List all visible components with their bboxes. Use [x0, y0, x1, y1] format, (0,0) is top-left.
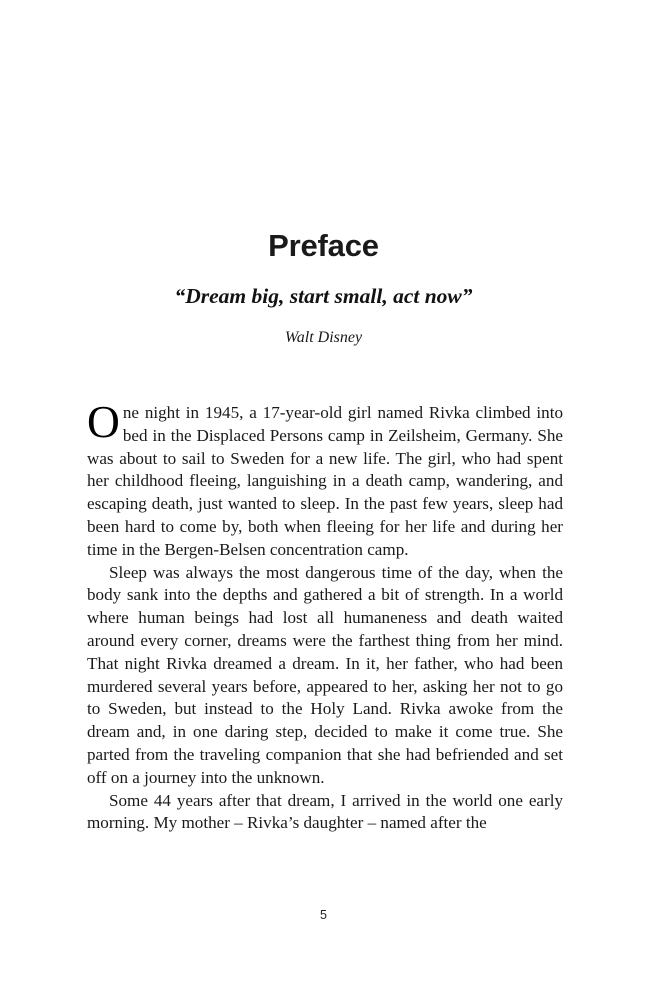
- page-number: 5: [320, 908, 327, 922]
- page-title: Preface: [268, 227, 379, 263]
- body-paragraph: Sleep was always the most dangerous time of the day, when the body sank into the depths and gathered a bit of strength. In a world where human beings had lost all humaneness and death waited around every corner, dreams were the farthest thing from her mind. That night Rivka dreamed a dream. In it, her father, who had been murdered several years before, appeared to her, asking her not to go to Sweden, but instead to the Holy Land. Rivka awoke from the dream and, in one daring step, decided to make it come true. She parted from the traveling companion that she had befriended and set off on a journey into the unknown.: [87, 562, 563, 787]
- body-paragraph: Some 44 years after that dream, I arrived in the world one early morning. My mother – Rivka’s daughter – named after the: [87, 790, 563, 833]
- body-text-column: [87, 396, 563, 835]
- body-paragraph: One night in 1945, a 17-year-old girl named Rivka climbed into bed in the Displaced Persons camp in Zeilsheim, Germany. She was about to sail to Sweden for a new life. The girl, who had spent her childhood fleeing, languishing in a death camp, wandering, and escaping death, just wanted to sleep. In the past few years, sleep had been hard to come by, both when fleeing for her life and during her time in the Bergen-Belsen concentration camp.: [87, 396, 563, 559]
- epigraph-attribution: Walt Disney: [284, 329, 363, 346]
- epigraph-quote: “Dream big, start small, act now”: [174, 284, 473, 308]
